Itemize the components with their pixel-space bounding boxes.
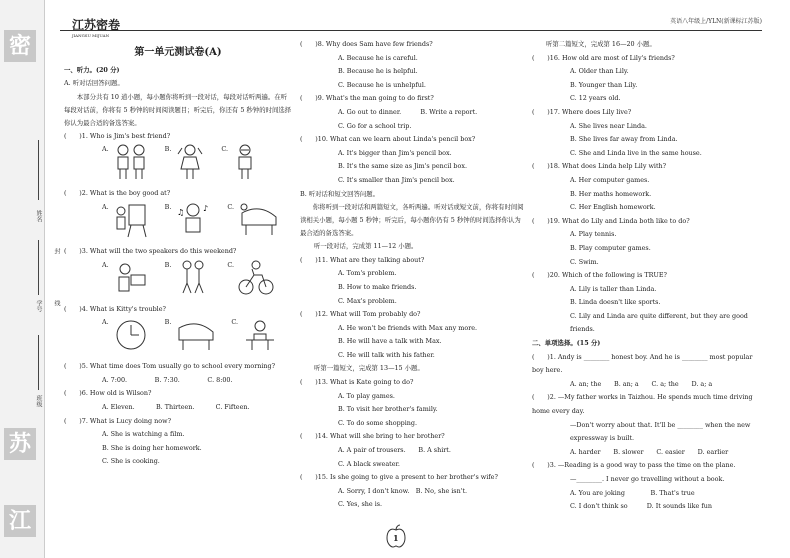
option-b: B. Write a report. (420, 107, 478, 116)
q9-option-c: C. Go for a school trip. (338, 121, 412, 130)
question-9: ( )9. What's the man going to do first? (300, 94, 434, 103)
q18-option-b: B. Her maths homework. (570, 189, 652, 198)
boy-glasses-picture (230, 143, 260, 181)
walking-picture (173, 259, 213, 297)
header-rule (60, 30, 762, 31)
number-label: 学号 (35, 300, 42, 312)
option-a: A. A pair of trousers. (338, 446, 406, 455)
piano-picture (236, 201, 280, 239)
q11-option-a: A. Tom's problem. (338, 269, 397, 278)
q19-option-c: C. Swim. (570, 257, 599, 266)
q10-option-a: A. It's bigger than Jim's pencil box. (338, 148, 452, 157)
q3-option-b (165, 259, 214, 297)
q11-option-c: C. Max's problem. (338, 296, 397, 305)
q10-option-c: C. It's smaller than Jim's pencil box. (338, 175, 455, 184)
q19-option-a: A. Play tennis. (570, 230, 617, 239)
binding-strip (0, 0, 60, 558)
column-3 (532, 38, 762, 514)
section-heading: 一、听力。(20 分) (64, 65, 120, 74)
q1-option-a (102, 143, 151, 181)
passage-1-instruction: 听第一篇短文，完成第 13—15 小题。 (314, 364, 424, 373)
q12-option-a: A. He won't be friends with Max any more. (338, 323, 478, 332)
singing-picture (173, 201, 213, 239)
question-1-pictures (64, 143, 292, 187)
section-2-heading: 二、单项选择。(15 分) (532, 339, 601, 348)
question-4-pictures (64, 316, 292, 360)
question-13: ( )13. What is Kate going to do? (300, 378, 414, 387)
svg-text:♫: ♫ (177, 207, 185, 217)
q20-option-b: B. Linda doesn't like sports. (570, 298, 661, 307)
seal-label-1: 封 (53, 248, 60, 254)
class-label: 班级 (35, 395, 42, 407)
option-letter: C. (227, 260, 235, 269)
option-c: C. 8:00. (207, 375, 233, 384)
question-3: ( )3. What will the two speakers do this weekend? (64, 246, 237, 255)
page-number: 1 (393, 533, 399, 543)
page-number-badge (386, 524, 406, 548)
mc-question-1: ( )1. Andy is ________ honest boy. And he is ________ most popular boy here. (532, 352, 753, 375)
question-7: ( )7. What is Lucy doing now? (64, 416, 172, 425)
question-6-options (64, 401, 292, 415)
q3-option-c (227, 259, 276, 297)
question-6: ( )6. How old is Wilson? (64, 389, 152, 398)
question-18: ( )18. What does Linda help Lily with? (532, 162, 667, 171)
part-b-intro: 你将听到一段对话和两篇短文，各听两遍。听对话或短文前，你将有时间阅读相关小题，每小题 5 秒钟；听完后，每小题你仍有 5 秒钟的时间选择你认为最合适的备选答案。 (300, 203, 524, 238)
question-4: ( )4. What is Kitty's trouble? (64, 304, 166, 313)
option-letter: B. (164, 202, 172, 211)
mc-q3-options-cd (532, 500, 762, 514)
question-3-pictures (64, 259, 292, 303)
column-2 (300, 38, 525, 512)
option-b: B. That's true (650, 488, 695, 497)
q2-option-c (227, 201, 280, 239)
passage-2-instruction: 听第二篇短文，完成第 16—20 小题。 (546, 40, 656, 48)
question-11: ( )11. What are they talking about? (300, 255, 425, 264)
q4-option-b (165, 316, 218, 354)
option-a: A. 7:00. (102, 375, 128, 384)
dialogue-instruction: 听一段对话，完成第 11—12 小题。 (314, 242, 418, 251)
option-letter: C. (231, 318, 239, 327)
class-line (38, 335, 39, 390)
option-letter: B. (164, 145, 172, 154)
q17-option-a: A. She lives near Linda. (570, 121, 647, 130)
name-label: 姓名 (35, 210, 42, 222)
option-c: C. I don't think so (570, 502, 628, 511)
q11-option-b: B. How to make friends. (338, 282, 417, 291)
mc-q1-options: A. an; the B. an; a C. a; the D. a; a (570, 379, 713, 388)
question-19: ( )19. What do Lily and Linda both like to do? (532, 216, 690, 225)
question-5: ( )5. What time does Tom usually go to school every morning? (64, 362, 276, 371)
brand-logo (72, 16, 120, 38)
svg-text:♪: ♪ (203, 203, 209, 213)
q16-option-c: C. 12 years old. (570, 94, 621, 103)
q14-option-c: C. A black sweater. (338, 459, 400, 468)
question-8: ( )8. Why does Sam have few friends? (300, 40, 433, 48)
q4-option-a (102, 316, 151, 354)
mc-q2-reply: —Don't worry about that. It'll be ________ when the new expressway is built. (570, 420, 751, 443)
q13-option-c: C. To do some shopping. (338, 418, 418, 427)
mc-q3-options-ab (532, 487, 762, 501)
option-c: C. Fifteen. (215, 402, 250, 411)
option-a: A. You are joking (570, 488, 625, 497)
option-a: A. Sorry, I don't know. (338, 486, 410, 495)
option-b: B. Thirteen. (155, 402, 195, 411)
q18-option-a: A. Her computer games. (570, 175, 650, 184)
q16-option-b: B. Younger than Lily. (570, 80, 638, 89)
question-14: ( )14. What will she bring to her brother? (300, 432, 445, 441)
q20-option-a: A. Lily is taller than Linda. (570, 284, 657, 293)
q13-option-b: B. To visit her brother's family. (338, 405, 438, 414)
part-b-heading: B. 听对话和短文回答问题。 (300, 189, 380, 198)
option-letter: C. (221, 145, 229, 154)
question-20: ( )20. Which of the following is TRUE? (532, 271, 667, 280)
q17-option-b: B. She lives far away from Linda. (570, 135, 678, 144)
question-10: ( )10. What can we learn about Linda's pencil box? (300, 135, 476, 144)
option-a: A. Eleven. (102, 402, 135, 411)
q10-option-b: B. It's the same size as Jim's pencil box. (338, 162, 467, 171)
option-a: A. Go out to dinner. (338, 107, 402, 116)
column-1 (64, 38, 292, 469)
logo-text: 江苏密卷 (72, 18, 121, 32)
clock-picture (111, 316, 151, 354)
question-7-option-a: A. She is watching a film. (102, 430, 185, 439)
strip-char-top: 密 (4, 30, 36, 62)
q12-option-c: C. He will talk with his father. (338, 350, 435, 359)
q1-option-b (165, 143, 208, 181)
cycling-picture (236, 259, 276, 297)
studying-picture (240, 316, 280, 354)
q8-option-c: C. Because he is unhelpful. (338, 80, 426, 89)
mc-q3-reply: —________. I never go travelling without a book. (570, 475, 725, 483)
option-letter: A. (102, 202, 109, 211)
two-boys-picture (111, 143, 151, 181)
question-7-option-b: B. She is doing her homework. (102, 443, 202, 452)
question-2-pictures (64, 201, 292, 245)
q12-option-b: B. He will have a talk with Max. (338, 337, 442, 346)
q15-option-c: C. Yes, she is. (338, 500, 383, 509)
mc-question-2: ( )2. —My father works in Taizhou. He spends much time driving home every day. (532, 393, 753, 416)
option-letter: B. (164, 318, 172, 327)
seal-label-2: 线 (53, 300, 60, 306)
part-a-intro: 本部分共有 10 道小题，每小题你将听到一段对话，每段对话听两遍。在听每段对话前，你将有 5 秒钟的时间阅读题目；听完后，你还有 5 秒钟的时间选择你认为最合适的备选答案。 (64, 92, 292, 127)
option-letter: B. (164, 260, 172, 269)
q2-option-a (102, 201, 151, 239)
reading-picture (111, 259, 151, 297)
option-d: D. It sounds like fun (646, 502, 712, 511)
girl-picture (173, 143, 207, 181)
q16-option-a: A. Older than Lily. (570, 67, 629, 76)
q20-option-c: C. Lily and Linda are quite different, but they are good friends. (570, 311, 748, 334)
piano-picture-2 (173, 316, 217, 354)
question-5-options (64, 374, 292, 388)
question-1: ( )1. Who is Jim's best friend? (64, 131, 171, 140)
page-title: 第一单元测试卷(A) (134, 47, 222, 58)
strip-char-bottom-2: 江 (4, 505, 36, 537)
q8-option-b: B. Because he is helpful. (338, 67, 418, 76)
logo-subtext: JIANGSU MIJUAN (72, 33, 110, 38)
question-17: ( )17. Where does Lily live? (532, 107, 632, 116)
q3-option-a (102, 259, 151, 297)
option-letter: A. (102, 318, 109, 327)
q8-option-a: A. Because he is careful. (338, 53, 418, 62)
q1-option-c (221, 143, 260, 181)
strip-char-bottom-1: 苏 (4, 428, 36, 460)
q15-options-ab (300, 485, 525, 499)
option-b: B. No, she isn't. (415, 486, 468, 495)
question-2: ( )2. What is the boy good at? (64, 189, 171, 198)
option-b: B. 7:30. (154, 375, 180, 384)
number-line (38, 240, 39, 295)
name-line (38, 140, 39, 200)
question-7-option-c: C. She is cooking. (102, 457, 160, 466)
q9-options-ab (300, 106, 525, 120)
question-16: ( )16. How old are most of Lily's friends? (532, 53, 675, 62)
painting-picture (111, 201, 151, 239)
mc-question-3: ( )3. —Reading is a good way to pass the time on the plane. (532, 461, 736, 470)
option-letter: A. (102, 260, 109, 269)
q14-options-ab (300, 444, 525, 458)
mc-q2-options: A. harder B. slower C. easier D. earlier (570, 447, 729, 456)
q13-option-a: A. To play games. (338, 391, 395, 400)
q19-option-b: B. Play computer games. (570, 243, 651, 252)
option-letter: C. (227, 202, 235, 211)
header-course: 英语八年级上/YLN(新课标江苏版) (670, 18, 762, 25)
part-a-heading: A. 听对话回答问题。 (64, 79, 124, 88)
q2-option-b (165, 201, 214, 239)
question-15: ( )15. Is she going to give a present to her brother's wife? (300, 473, 498, 482)
question-12: ( )12. What will Tom probably do? (300, 310, 421, 319)
q4-option-c (231, 316, 280, 354)
option-letter: A. (102, 145, 109, 154)
option-b: B. A shirt. (418, 446, 451, 455)
q17-option-c: C. She and Linda live in the same house. (570, 148, 702, 157)
q18-option-c: C. Her English homework. (570, 203, 656, 212)
